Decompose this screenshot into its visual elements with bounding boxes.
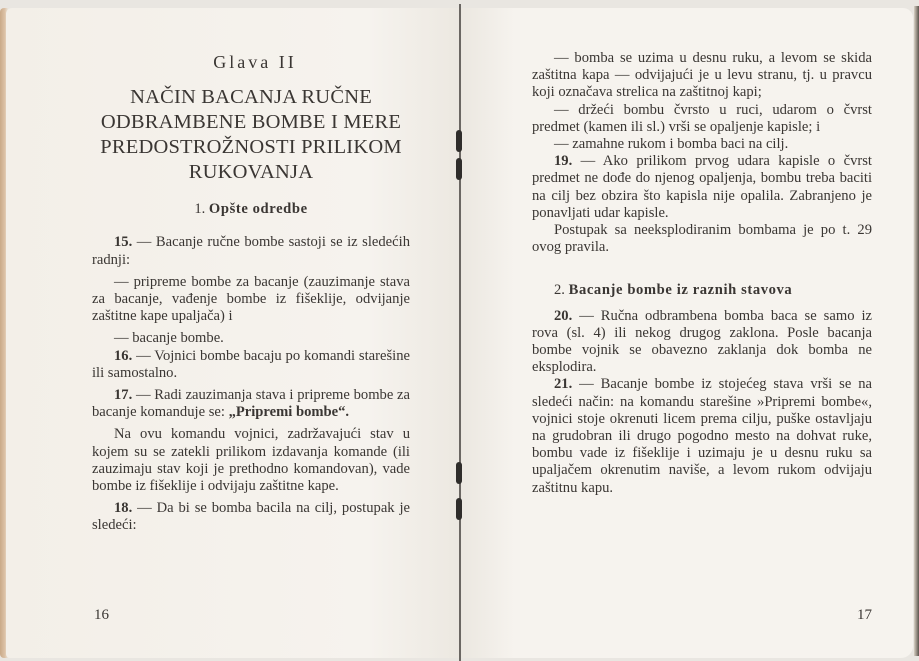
- paragraph: [92, 234, 410, 268]
- paragraph-text: — pripreme bombe za bacanje (zauzimanje stava za bacanje, vađenje bombe iz fišeklije, odvijanje zaštitne kape upaljača) i: [92, 273, 410, 325]
- paragraph: [92, 274, 410, 326]
- paragraph: [92, 348, 410, 382]
- left-page-content: [92, 50, 410, 535]
- paragraph-number: 17.: [114, 387, 133, 404]
- page-number-right: 17: [857, 607, 872, 623]
- book-spine: [459, 4, 461, 661]
- page-edge-right: [914, 6, 919, 656]
- right-page-content: [532, 50, 872, 497]
- section-number: 2.: [554, 282, 565, 299]
- paragraph: [532, 308, 872, 377]
- paragraph: [92, 500, 410, 534]
- paragraph-text: — držeći bombu čvrsto u ruci, udarom o čvrst predmet (kamen ili sl.) vrši se opaljenje kapisle; i: [532, 101, 872, 135]
- paragraph: [532, 136, 872, 153]
- chapter-title: [86, 85, 416, 185]
- chapter-heading: Glava II: [213, 52, 297, 72]
- paragraph-text: — Da bi se bomba bacila na cilj, postupak je sledeći:: [92, 500, 410, 534]
- paragraph: [532, 376, 872, 496]
- paragraph-text: — bacanje bombe.: [114, 330, 224, 347]
- section-heading: [532, 282, 872, 299]
- page-number-left: 16: [94, 607, 109, 623]
- paragraph-number: 16.: [114, 347, 133, 364]
- paragraph-text: — Ako prilikom prvog udara kapisle o čvrst predmet ne dođe do njenog opaljenja, bombu treba baciti na cilj bez obzira što kapisla nije opalila. Zabranjeno je ponavljati udar kapisle.: [532, 153, 872, 221]
- section-title: Bacanje bombe iz raznih stavova: [568, 282, 793, 299]
- paragraph-number: 15.: [114, 234, 133, 251]
- command-text: „Pripremi bombe“.: [228, 404, 350, 421]
- paragraph-text: Postupak sa neeksplodiranim bombama je po t. 29 ovog pravila.: [532, 222, 872, 256]
- paragraph-text: — Ručna odbrambena bomba baca se samo iz rova (sl. 4) ili nekog drugog zaklona. Posle bacanja bombe vojnik se obavezno zaklanja dok bomba ne eksplodira.: [532, 307, 872, 376]
- paragraph: [532, 50, 872, 102]
- staple-icon: [456, 462, 462, 484]
- section-heading: [92, 201, 410, 218]
- paragraph-number: 18.: [114, 500, 133, 517]
- paragraph: [532, 102, 872, 136]
- paragraph: [92, 330, 410, 347]
- chapter-title-line: PREDOSTROŽNOSTI PRILIKOM: [100, 136, 402, 159]
- paragraph: [532, 153, 872, 222]
- staple-icon: [456, 130, 462, 152]
- paragraph: [532, 222, 872, 256]
- paragraph: [92, 426, 410, 495]
- paragraph-text: — bomba se uzima u desnu ruku, a levom se skida zaštitna kapa — odvijajući je u levu stranu, tj. u pravcu koji označava strelica na zaštitnoj kapi;: [532, 50, 872, 101]
- staple-icon: [456, 158, 462, 180]
- chapter-title-line: NAČIN BACANJA RUČNE: [130, 86, 372, 109]
- paragraph-number: 20.: [554, 307, 573, 324]
- chapter-title-line: ODBRAMBENE BOMBE I MERE: [100, 111, 402, 134]
- paragraph-text: — Radi zauzimanja stava i pripreme bombe za bacanje komanduje se:: [92, 387, 410, 421]
- paragraph-number: 21.: [554, 376, 573, 393]
- paragraph: [92, 387, 410, 421]
- paragraph-text: Na ovu komandu vojnici, zadržavajući stav u kojem su se zatekli prilikom izdavanja komande (ili zauzimaju stav koji je prethodno komandovan), vade bombe iz fišeklije i odvijaju zaštitne kape.: [92, 426, 410, 495]
- section-number: 1.: [194, 201, 206, 218]
- section-title: Opšte odredbe: [208, 201, 308, 218]
- chapter-title-line: RUKOVANJA: [188, 161, 314, 184]
- paragraph-text: — Bacanje bombe iz stojećeg stava vrši se na sledeći način: na komandu starešine »Pripremi bombe«, vojnici stoje okrenuti licem prema cilju, puške ostavljaju na grudobran ili drugo pogodno mesto na dohvat ruke, bombu vade iz fišeklije i uzimaju je u desnu ruku sa upaljačem okrenutim naviše, a levom rukom odvijaju zaštitnu kapu.: [532, 376, 872, 496]
- paragraph-text: — Bacanje ručne bombe sastoji se iz sledećih radnji:: [92, 234, 410, 268]
- staple-icon: [456, 498, 462, 520]
- paragraph-text: — zamahne rukom i bomba baci na cilj.: [554, 136, 789, 153]
- paragraph-text: — Vojnici bombe bacaju po komandi starešine ili samostalno.: [92, 347, 410, 381]
- paragraph-number: 19.: [554, 153, 573, 170]
